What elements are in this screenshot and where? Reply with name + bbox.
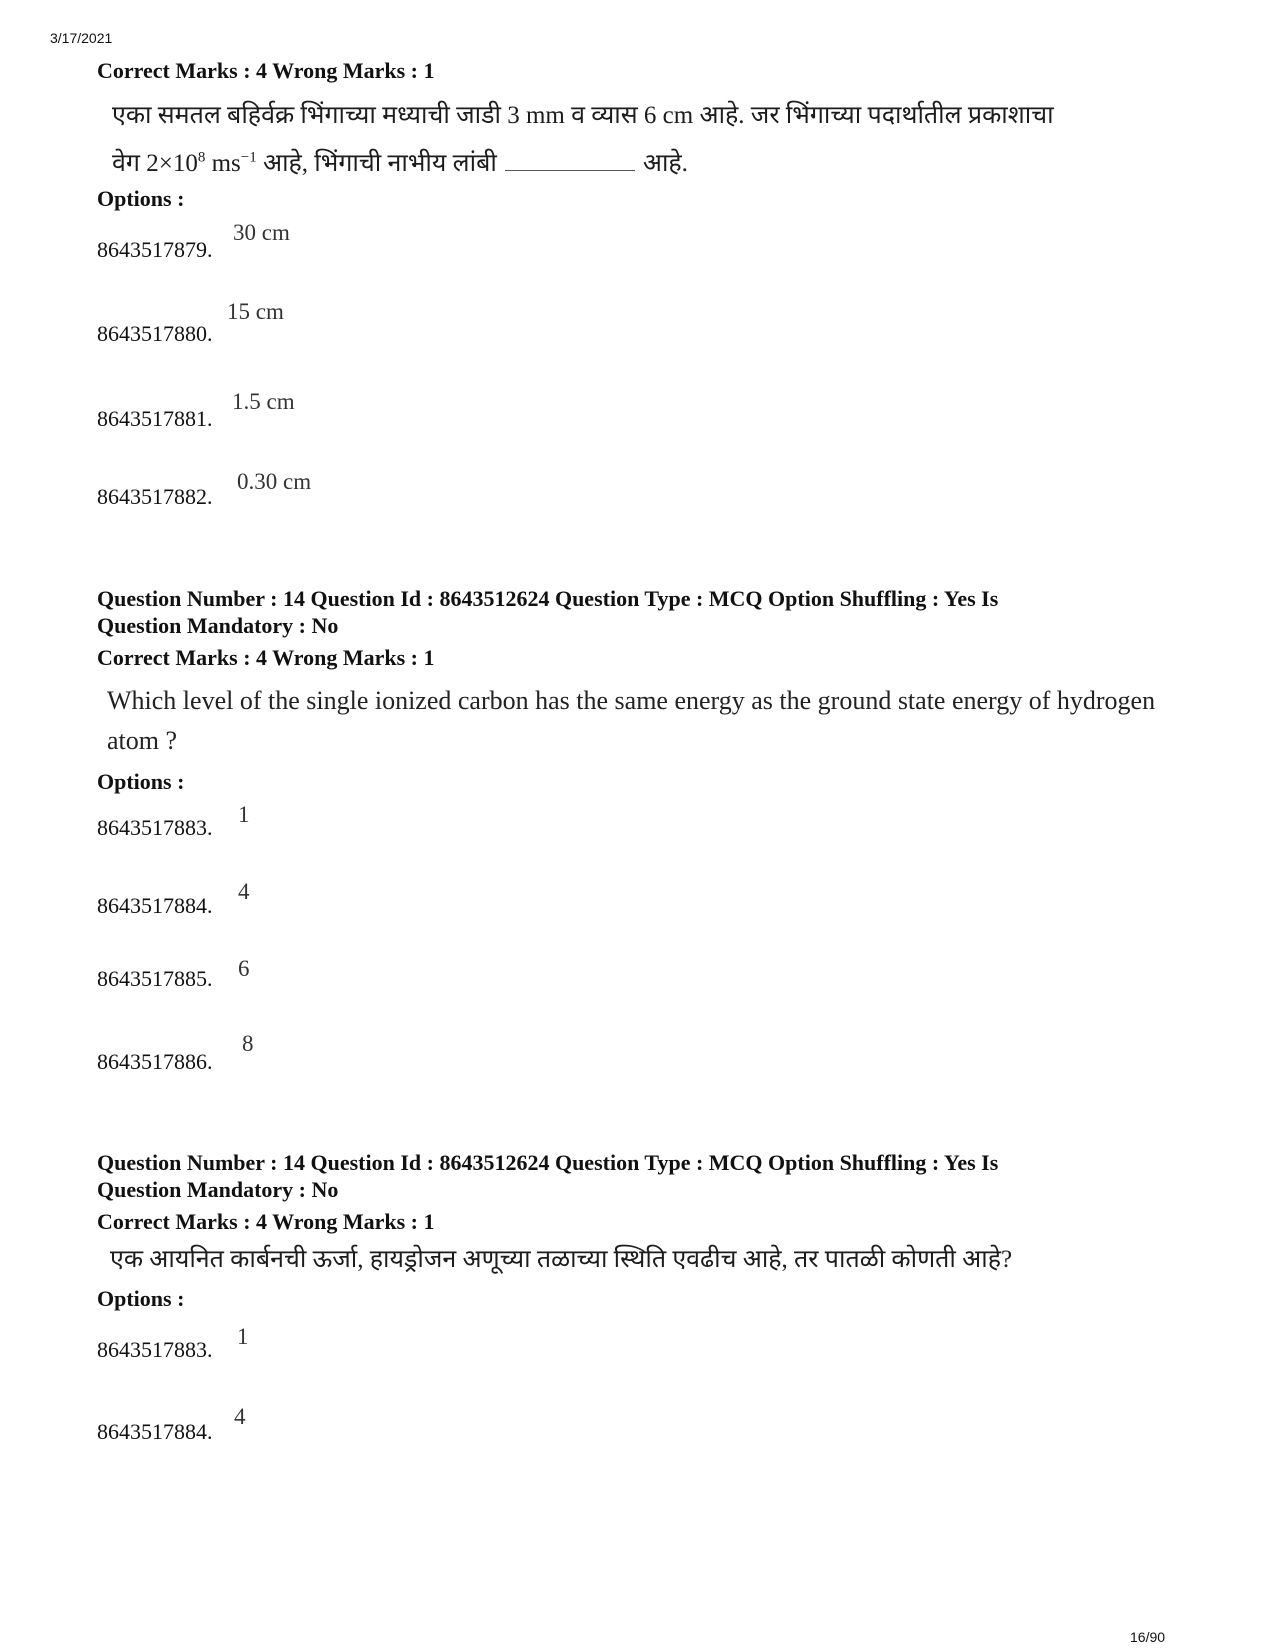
option-value: 1.5 cm (232, 389, 295, 414)
page-number: 16/90 (1130, 1629, 1166, 1645)
option-value: 15 cm (227, 299, 284, 324)
option-id: 8643517886. (97, 1049, 213, 1074)
velocity-text: वेग 2×10 (112, 150, 198, 177)
marks-line: Correct Marks : 4 Wrong Marks : 1 (97, 58, 435, 83)
marks-line: Correct Marks : 4 Wrong Marks : 1 (97, 645, 435, 670)
option-value: 6 (238, 956, 250, 981)
option-id: 8643517883. (97, 1337, 213, 1362)
question-text-line2 (112, 145, 688, 179)
option-id: 8643517882. (97, 484, 213, 509)
option-value: 1 (237, 1324, 249, 1349)
option-value: 0.30 cm (237, 469, 312, 494)
options-label: Options : (97, 1286, 185, 1311)
option-value: 30 cm (233, 220, 290, 245)
options-label: Options : (97, 186, 185, 211)
question-mandatory: Question Mandatory : No (97, 1177, 339, 1202)
question-header: Question Number : 14 Question Id : 8643512624 Question Type : MCQ Option Shuffling : Yes Is (97, 1150, 999, 1175)
options-label: Options : (97, 769, 185, 794)
unit-exponent: −1 (240, 149, 257, 166)
option-id: 8643517883. (97, 815, 213, 840)
option-id: 8643517884. (97, 893, 213, 918)
option-id: 8643517885. (97, 966, 213, 991)
marks-line: Correct Marks : 4 Wrong Marks : 1 (97, 1209, 435, 1234)
question-header: Question Number : 14 Question Id : 8643512624 Question Type : MCQ Option Shuffling : Yes Is (97, 586, 999, 611)
print-date: 3/17/2021 (50, 30, 113, 46)
option-id: 8643517879. (97, 237, 213, 262)
answer-blank (505, 170, 635, 171)
option-value: 8 (242, 1031, 254, 1056)
question-text-line1: एका समतल बहिर्वक्र भिंगाच्या मध्याची जाडी 3 mm व व्यास 6 cm आहे. जर भिंगाच्या पदार्थातील प्रकाशाचा (112, 102, 1054, 129)
option-value: 4 (238, 879, 250, 904)
option-value: 1 (238, 802, 250, 827)
option-value: 4 (234, 1404, 246, 1429)
question-text: एक आयनित कार्बनची ऊर्जा, हायड्रोजन अणूच्या तळाच्या स्थिति एवढीच आहे, तर पातळी कोणती आहे? (110, 1246, 1013, 1273)
option-id: 8643517880. (97, 321, 213, 346)
unit-text: ms (205, 150, 241, 177)
question-mandatory: Question Mandatory : No (97, 613, 339, 638)
option-id: 8643517881. (97, 406, 213, 431)
option-id: 8643517884. (97, 1419, 213, 1444)
exponent: 8 (197, 149, 206, 166)
question-continuation: आहे, भिंगाची नाभीय लांबी (256, 150, 497, 177)
question-ending: आहे. (642, 150, 688, 177)
question-text: Which level of the single ionized carbon has the same energy as the ground state energy of hydrogen atom ? (107, 686, 1156, 755)
